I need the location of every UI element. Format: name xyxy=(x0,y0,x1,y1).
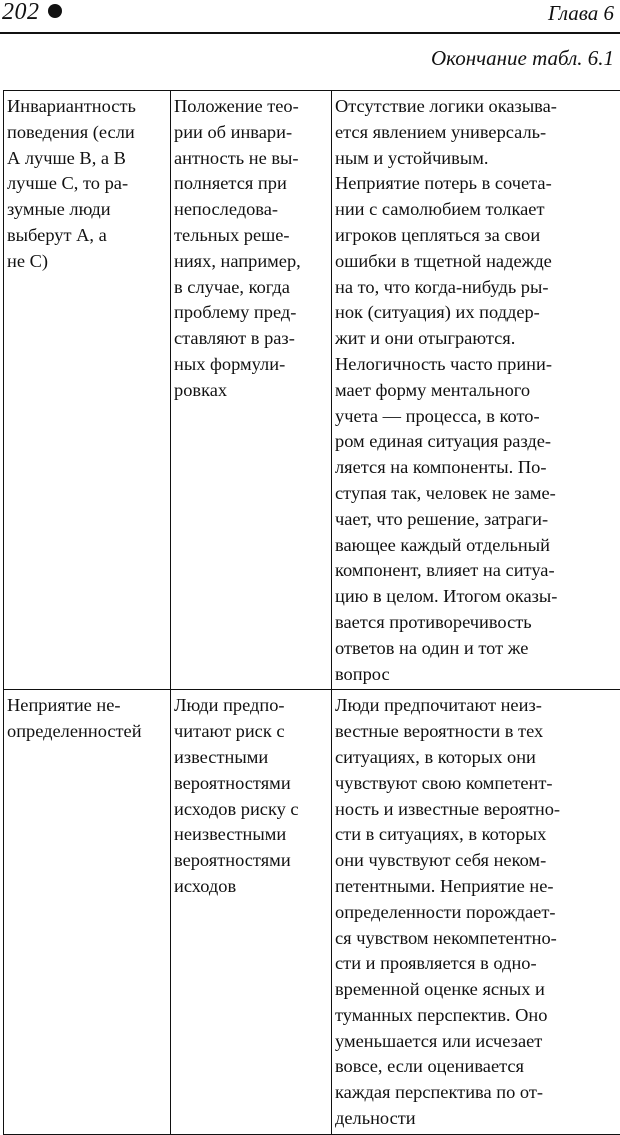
table-row xyxy=(4,91,620,690)
bullet-icon xyxy=(48,4,62,18)
table-cell-theory: Люди предпо- читают риск с известными вероятностями исходов риску с неизвестными вероятностями исходов xyxy=(171,690,332,1135)
header-divider xyxy=(0,32,620,34)
table-cell-concept: Неприятие не- определенностей xyxy=(4,690,171,1135)
table-row xyxy=(4,690,620,1135)
table-cell-explanation: Отсутствие логики оказыва- ется явлением универсаль- ным и устойчивым. Неприятие потерь в сочета- нии с самолюбием толкает игроков цепляться за свои ошибки в тщетной надежде на то, что когда-нибудь ры- нок (ситуация) их поддер- жит и они отыграются. Нелогичность часто прини- мает форму ментального учета — процесса, в кото- ром единая ситуация разде- ляется на компоненты. По- ступая так, человек не заме- чает, что решение, затраги- вающее каждый отдельный компонент, влияет на ситуа- цию в целом. Итогом оказы- вается противоречивость ответов на один и тот же вопрос xyxy=(332,91,620,690)
table-cell-concept: Инвариантность поведения (если А лучше В, а В лучше С, то ра- зумные люди выберут А, а не С) xyxy=(4,91,171,690)
page-number-text: 202 xyxy=(2,0,40,25)
table-cell-theory: Положение тео- рии об инвари- антность не вы- полняется при непоследова- тельных реше- ниях, например, в случае, когда проблему пред- ставляют в раз- ных формули- ровках xyxy=(171,91,332,690)
page-number xyxy=(2,0,62,26)
comparison-table xyxy=(3,90,620,1135)
page-header xyxy=(0,0,620,34)
table-caption: Окончание табл. 6.1 xyxy=(431,46,614,71)
table-cell-explanation: Люди предпочитают неиз- вестные вероятности в тех ситуациях, в которых они чувствуют свою компетент- ность и известные вероятно- сти в ситуациях, в которых они чувствуют себя неком- петентными. Неприятие не- определенности порождает- ся чувством некомпетентно- сти и проявляется в одно- временной оценке ясных и туманных перспектив. Оно уменьшается или исчезает вовсе, если оценивается каждая перспектива по от- дельности xyxy=(332,690,620,1135)
chapter-title: Глава 6 xyxy=(548,1,614,26)
